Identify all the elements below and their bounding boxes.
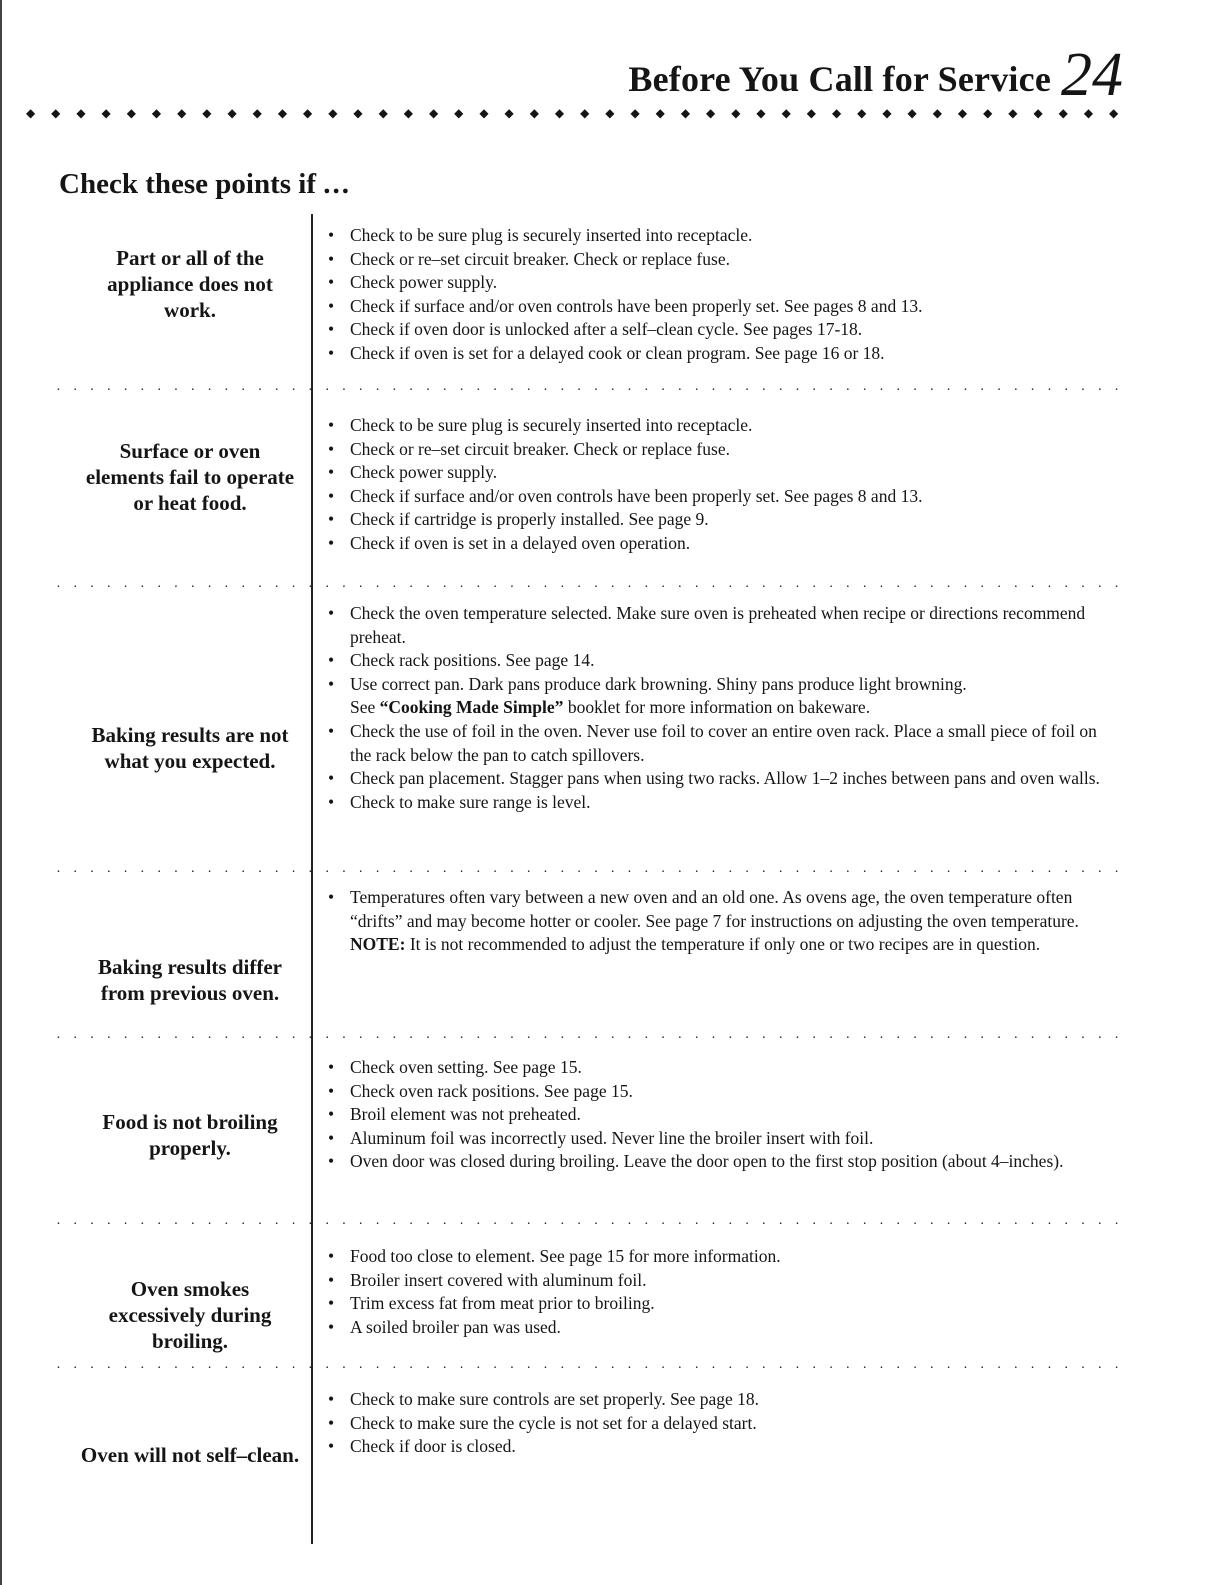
diamond-divider: ◆ ◆ ◆ ◆ ◆ ◆ ◆ ◆ ◆ ◆ ◆ ◆ ◆ ◆ ◆ ◆ ◆ ◆ ◆ ◆ ◆ ◆ ◆ ◆ ◆ ◆ ◆ ◆ ◆ ◆ ◆ ◆ ◆ ◆ ◆ ◆ ◆ ◆ ◆ ◆ ◆ ◆ ◆ ◆ (25, 106, 1119, 120)
check-item: • Check if surface and/or oven controls have been properly set. See pages 8 and 13. (326, 485, 1116, 509)
dotted-separator: · · · · · · · · · · · · · · · · · · · · · · · · · · · · · · · · · · · · · · · · · · · · · · · · · · · · · · · · · · · · · · · · (56, 1031, 1119, 1046)
page-edge (0, 0, 2, 1585)
check-item: • Check to be sure plug is securely inserted into receptacle. (326, 224, 1116, 248)
section-heading-text: Check these points if (59, 168, 316, 200)
check-list (326, 1056, 1116, 1174)
see-suffix: booklet for more information on bakeware. (563, 697, 871, 718)
page-number: 24 (1061, 41, 1123, 109)
check-item-text: Use correct pan. Dark pans produce dark browning. Shiny pans produce light browning. (350, 673, 967, 694)
note-text: It is not recommended to adjust the temperature if only one or two recipes are in question. (405, 934, 1041, 955)
check-item: • Check the oven temperature selected. Make sure oven is preheated when recipe or directions recommend preheat. (326, 602, 1116, 649)
check-list (326, 886, 1116, 957)
check-item: • Check if door is closed. (326, 1435, 1116, 1459)
check-item: • Check to make sure range is level. (326, 791, 1116, 815)
problem-label: Surface or oven elements fail to operate or heat food. (85, 439, 295, 515)
check-list (326, 224, 1116, 366)
check-item: • Check if oven is set for a delayed cook or clean program. See page 16 or 18. (326, 342, 1116, 366)
note-label: NOTE: (350, 934, 406, 955)
problem-label: Oven smokes excessively during broiling. (108, 1277, 272, 1353)
check-list (326, 1388, 1116, 1459)
problem-label: Baking results are not what you expected. (91, 723, 289, 773)
check-item: • A soiled broiler pan was used. (326, 1316, 1116, 1340)
check-item (326, 673, 1116, 720)
dotted-separator: · · · · · · · · · · · · · · · · · · · · · · · · · · · · · · · · · · · · · · · · · · · · · · · · · · · · · · · · · · · · · · · · (56, 383, 1119, 398)
note-item (326, 933, 1116, 957)
check-item: • Check if cartridge is properly installed. See page 9. (326, 508, 1116, 532)
dotted-separator: · · · · · · · · · · · · · · · · · · · · · · · · · · · · · · · · · · · · · · · · · · · · · · · · · · · · · · · · · · · · · · · · (56, 1361, 1119, 1376)
problem-label: Oven will not self–clean. (80, 1443, 300, 1467)
check-item: • Check oven rack positions. See page 15. (326, 1080, 1116, 1104)
check-item: • Food too close to element. See page 15 for more information. (326, 1245, 1116, 1269)
check-item: • Temperatures often vary between a new oven and an old one. As ovens age, the oven temperature often “drifts” and may become hotter or cooler. See page 7 for instructions on adjusting the oven temperature. (326, 886, 1116, 933)
check-item: • Trim excess fat from meat prior to broiling. (326, 1292, 1116, 1316)
check-item: • Check pan placement. Stagger pans when using two racks. Allow 1–2 inches between pans and oven walls. (326, 767, 1116, 791)
see-prefix: See (350, 697, 380, 718)
check-item: • Check oven setting. See page 15. (326, 1056, 1116, 1080)
booklet-title: “Cooking Made Simple” (379, 697, 564, 718)
check-item: • Check the use of foil in the oven. Never use foil to cover an entire oven rack. Place a small piece of foil on the rack below the pan to catch spillovers. (326, 720, 1116, 767)
check-item: • Broil element was not preheated. (326, 1103, 1116, 1127)
check-item: • Check power supply. (326, 461, 1116, 485)
dotted-separator: · · · · · · · · · · · · · · · · · · · · · · · · · · · · · · · · · · · · · · · · · · · · · · · · · · · · · · · · · · · · · · · · (56, 1217, 1119, 1232)
check-item: • Check to be sure plug is securely inserted into receptacle. (326, 414, 1116, 438)
check-item: • Check rack positions. See page 14. (326, 649, 1116, 673)
check-item: • Check to make sure the cycle is not set for a delayed start. (326, 1412, 1116, 1436)
check-item: • Check or re–set circuit breaker. Check or replace fuse. (326, 438, 1116, 462)
check-item: • Check to make sure controls are set properly. See page 18. (326, 1388, 1116, 1412)
check-item: • Aluminum foil was incorrectly used. Never line the broiler insert with foil. (326, 1127, 1116, 1151)
check-item: • Oven door was closed during broiling. Leave the door open to the first stop position (about 4–inches). (326, 1150, 1116, 1174)
dotted-separator: · · · · · · · · · · · · · · · · · · · · · · · · · · · · · · · · · · · · · · · · · · · · · · · · · · · · · · · · · · · · · · · · (56, 865, 1119, 880)
check-item: • Broiler insert covered with aluminum foil. (326, 1269, 1116, 1293)
section-heading (59, 168, 351, 201)
problem-label: Food is not broiling properly. (102, 1110, 278, 1160)
check-item: • Check power supply. (326, 271, 1116, 295)
page-header (628, 36, 1123, 109)
check-item: • Check if oven door is unlocked after a self–clean cycle. See pages 17-18. (326, 318, 1116, 342)
check-list (326, 1245, 1116, 1339)
check-list (326, 414, 1116, 556)
problem-label: Baking results differ from previous oven. (98, 955, 282, 1005)
page-title: Before You Call for Service (628, 59, 1051, 99)
dotted-separator: · · · · · · · · · · · · · · · · · · · · · · · · · · · · · · · · · · · · · · · · · · · · · · · · · · · · · · · · · · · · · · · · (56, 580, 1119, 595)
check-list (326, 602, 1116, 814)
check-item: • Check if oven is set in a delayed oven operation. (326, 532, 1116, 556)
section-heading-ellipsis: ... (323, 168, 351, 200)
check-item: • Check or re–set circuit breaker. Check or replace fuse. (326, 248, 1116, 272)
problem-label: Part or all of the appliance does not work. (107, 246, 273, 322)
check-item: • Check if surface and/or oven controls have been properly set. See pages 8 and 13. (326, 295, 1116, 319)
